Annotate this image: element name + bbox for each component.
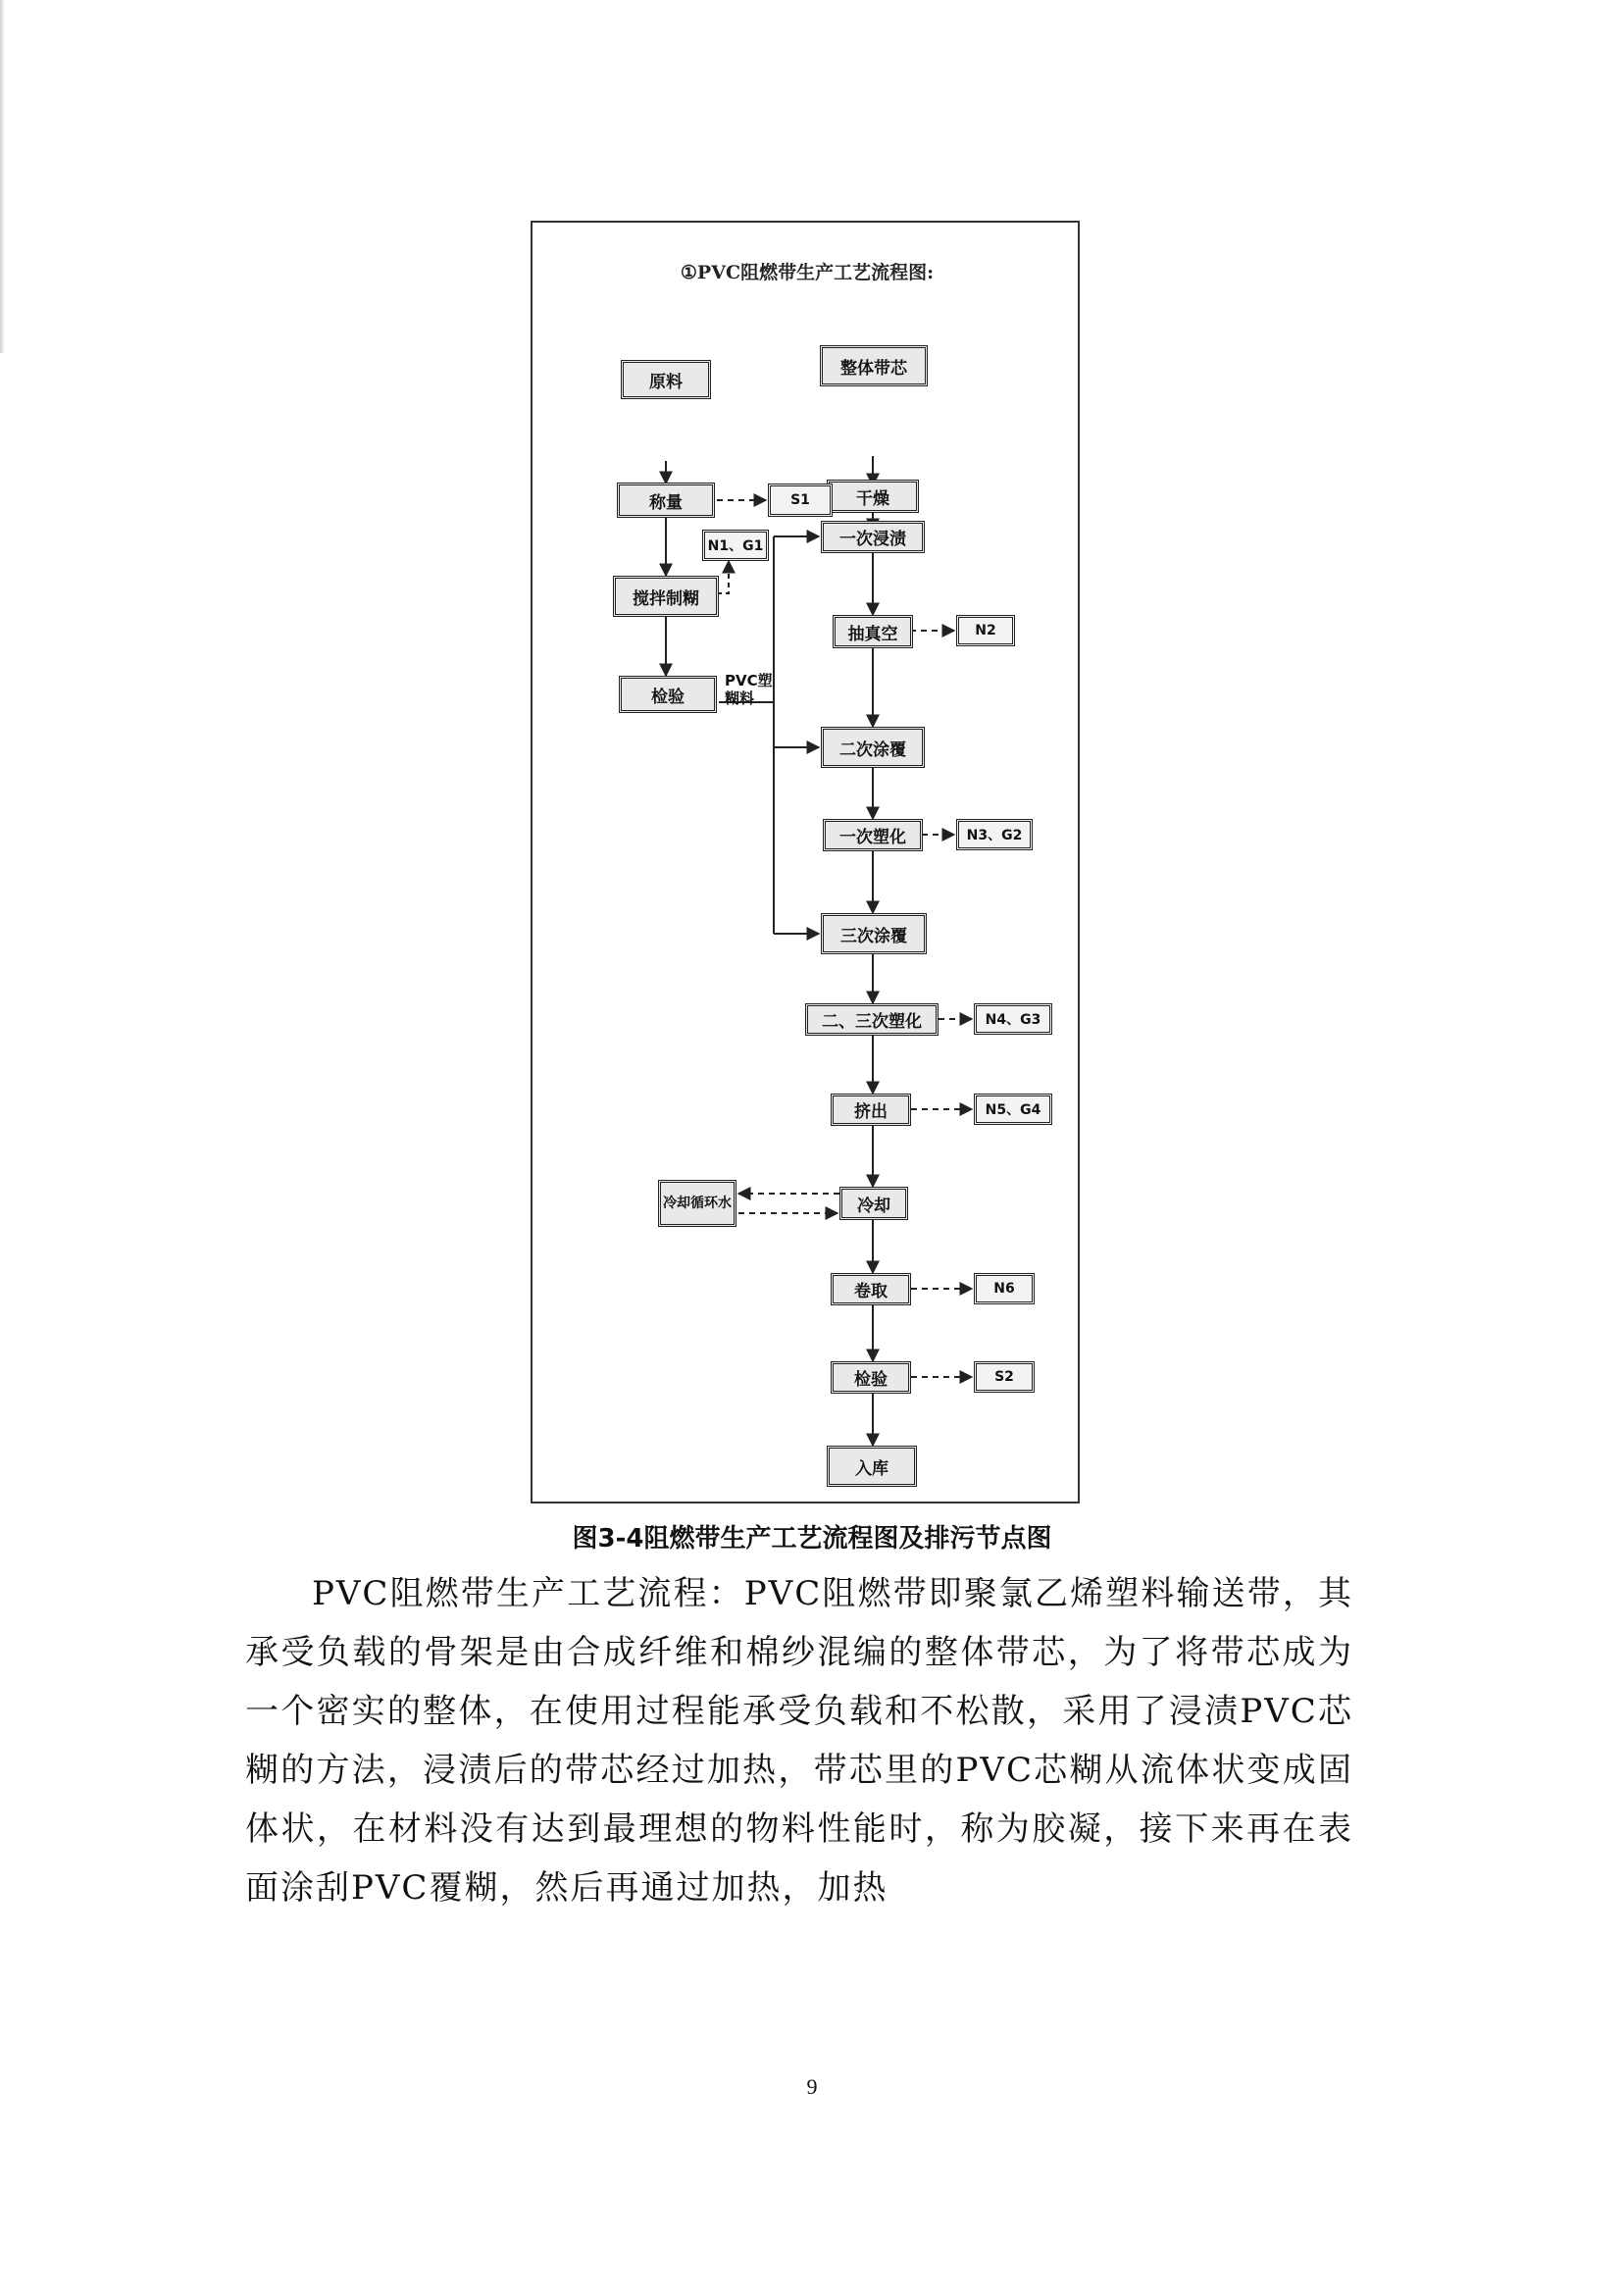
- node-dry: 干燥: [827, 480, 919, 513]
- node-inspect-1: 检验: [619, 676, 717, 713]
- node-extrude: 挤出: [831, 1094, 911, 1126]
- node-n5g4: N5、G4: [974, 1094, 1052, 1125]
- flowchart-figure: [531, 221, 1080, 1503]
- node-vacuum: 抽真空: [833, 615, 913, 648]
- node-n6: N6: [974, 1273, 1035, 1304]
- node-coat-2: 二次涂覆: [821, 727, 925, 768]
- node-n1g1: N1、G1: [702, 530, 769, 561]
- node-coat-3: 三次涂覆: [821, 913, 927, 954]
- node-n3g2: N3、G2: [956, 819, 1033, 850]
- figure-title: ①PVC阻燃带生产工艺流程图:: [680, 262, 935, 283]
- node-n2: N2: [956, 615, 1015, 646]
- node-warehouse: 入库: [827, 1446, 917, 1487]
- scan-edge-shadow: [0, 0, 5, 353]
- node-raw-material: 原料: [621, 360, 711, 399]
- node-plasticize-2-3: 二、三次塑化: [805, 1003, 939, 1036]
- node-n4g3: N4、G3: [974, 1003, 1052, 1035]
- node-s2: S2: [974, 1361, 1035, 1393]
- node-s1: S1: [768, 484, 833, 517]
- node-belt-core: 整体带芯: [820, 345, 928, 386]
- node-mix-paste: 搅拌制糊: [613, 576, 719, 617]
- node-weigh: 称量: [617, 483, 715, 518]
- node-impregnate: 一次浸渍: [821, 521, 925, 553]
- node-plasticize-1: 一次塑化: [823, 819, 923, 851]
- body-text: [245, 1564, 1353, 1917]
- body-paragraph: PVC阻燃带生产工艺流程：PVC阻燃带即聚氯乙烯塑料输送带，其承受负载的骨架是由合成纤维和棉纱混编的整体带芯，为了将带芯成为一个密实的整体，在使用过程能承受负载和不松散，采用了浸渍PVC芯糊的方法，浸渍后的带芯经过加热，带芯里的PVC芯糊从流体状变成固体状，在材料没有达到最理想的物料性能时，称为胶凝，接下来再在表面涂刮PVC覆糊，然后再通过加热，加热: [245, 1574, 1353, 1908]
- node-cooling-water: 冷却循环水: [658, 1180, 736, 1227]
- page-number: 9: [806, 2074, 818, 2099]
- figure-caption: 图3-4阻燃带生产工艺流程图及排污节点图: [572, 1524, 1052, 1554]
- label-pvc-paste: PVC塑糊料: [725, 672, 773, 707]
- node-inspect-2: 检验: [831, 1361, 911, 1394]
- flow-connectors: [533, 223, 1082, 1505]
- node-cool: 冷却: [839, 1187, 908, 1220]
- node-coil: 卷取: [831, 1273, 911, 1305]
